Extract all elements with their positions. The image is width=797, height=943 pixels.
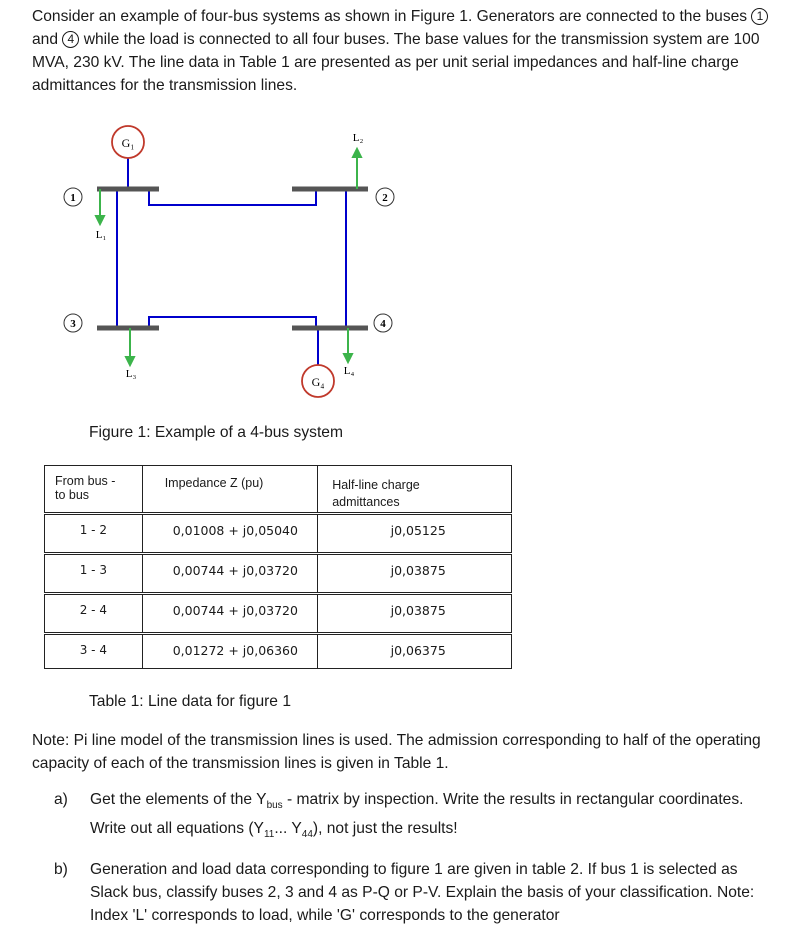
question-a-label: a)	[54, 791, 68, 808]
note-paragraph: Note: Pi line model of the transmission lines is used. The admission corresponding to half of the operating capacity of each of the transmission lines is given in Table 1.	[32, 732, 761, 772]
cell-from-to: 3 - 4	[79, 643, 107, 657]
load-arrow-3	[126, 357, 134, 365]
load-arrow-1	[96, 216, 104, 224]
load-arrows	[96, 149, 361, 365]
g4-label: G₄	[311, 375, 325, 389]
qa-post: - matrix by inspection. Write the results in rectangular coordinates. Write out all equations (Y	[90, 791, 744, 838]
header-from-to-line2: to bus	[55, 488, 90, 502]
cell-from-to: 1 - 3	[79, 563, 107, 577]
header-from-to	[45, 466, 143, 514]
line-1-2	[149, 189, 316, 205]
l4-label: L₄	[343, 365, 355, 377]
load-arrow-2	[353, 149, 361, 157]
line-data-table	[44, 465, 512, 669]
l1-label: L₁	[95, 229, 107, 241]
generator-g4	[302, 365, 334, 397]
bus-1-number: 1	[70, 192, 76, 204]
cell-impedance: 0,01272 + j0,06360	[172, 643, 298, 658]
cell-impedance: 0,01008 + j0,05040	[172, 523, 298, 538]
table-header-row	[45, 466, 512, 514]
table-row	[45, 634, 512, 669]
bus-2-number: 2	[382, 192, 388, 204]
cell-from-to: 1 - 2	[79, 523, 107, 537]
cell-admittance: j0,03875	[390, 563, 446, 578]
bus-4-number: 4	[380, 318, 386, 330]
qa-sub-44: 44	[301, 829, 313, 841]
question-b-label: b)	[54, 861, 68, 878]
cell-admittance: j0,06375	[390, 643, 446, 658]
table-row	[45, 514, 512, 554]
qa-sub-bus: bus	[266, 800, 283, 812]
bus-3-number: 3	[70, 318, 76, 330]
four-bus-diagram	[0, 0, 797, 460]
cell-impedance: 0,00744 + j0,03720	[172, 603, 298, 618]
question-a-text	[90, 788, 774, 846]
generator-g1	[112, 126, 144, 158]
header-impedance	[142, 466, 318, 514]
header-admittance-line1: Half-line charge	[332, 478, 420, 492]
load-arrow-4	[344, 354, 352, 362]
cell-admittance: j0,03875	[390, 603, 446, 618]
question-b	[54, 858, 774, 927]
header-impedance-text: Impedance Z (pu)	[164, 476, 264, 490]
l2-label: L₂	[352, 132, 364, 144]
qa-pre: Get the elements of the Y	[90, 791, 267, 808]
qa-sub-11: 11	[263, 829, 275, 841]
question-a	[54, 788, 774, 846]
table-row	[45, 594, 512, 634]
cell-from-to: 2 - 4	[79, 603, 107, 617]
qa-end: ), not just the results!	[312, 820, 458, 838]
header-from-to-line1: From bus -	[55, 474, 116, 488]
bus-1-circle-inline: 1	[751, 8, 768, 25]
intro-text-2: while the load is connected to all four buses. The base values for the transmission system are 100 MVA, 230 kV. The line data in Table 1 are presented as per unit serial impedances and half-line charge admittances for the transmission lines.	[32, 31, 760, 94]
figure-caption: Figure 1: Example of a 4-bus system	[89, 424, 343, 441]
bus-4-circle-inline: 4	[62, 31, 79, 48]
table-row	[45, 554, 512, 594]
cell-admittance: j0,05125	[390, 523, 446, 538]
g1-label: G₁	[121, 136, 135, 150]
qa-mid: ... Y	[274, 820, 302, 838]
line-3-4	[149, 317, 316, 328]
header-admittance-line2: admittances	[332, 495, 400, 509]
question-b-text: Generation and load data corresponding to figure 1 are given in table 2. If bus 1 is selected as Slack bus, classify buses 2, 3 and 4 as P-Q or P-V. Explain the basis of your classification. Note: Index 'L' corresponds to load, while 'G' corresponds to the generator	[90, 861, 755, 924]
header-admittance	[318, 466, 512, 514]
l3-label: L₃	[125, 368, 137, 380]
table-caption: Table 1: Line data for figure 1	[89, 693, 291, 710]
cell-impedance: 0,00744 + j0,03720	[172, 563, 298, 578]
bus-bars	[97, 189, 368, 328]
intro-text-1: Consider an example of four-bus systems as shown in Figure 1. Generators are connected to the buses	[32, 8, 748, 25]
intro-and: and	[32, 31, 59, 48]
